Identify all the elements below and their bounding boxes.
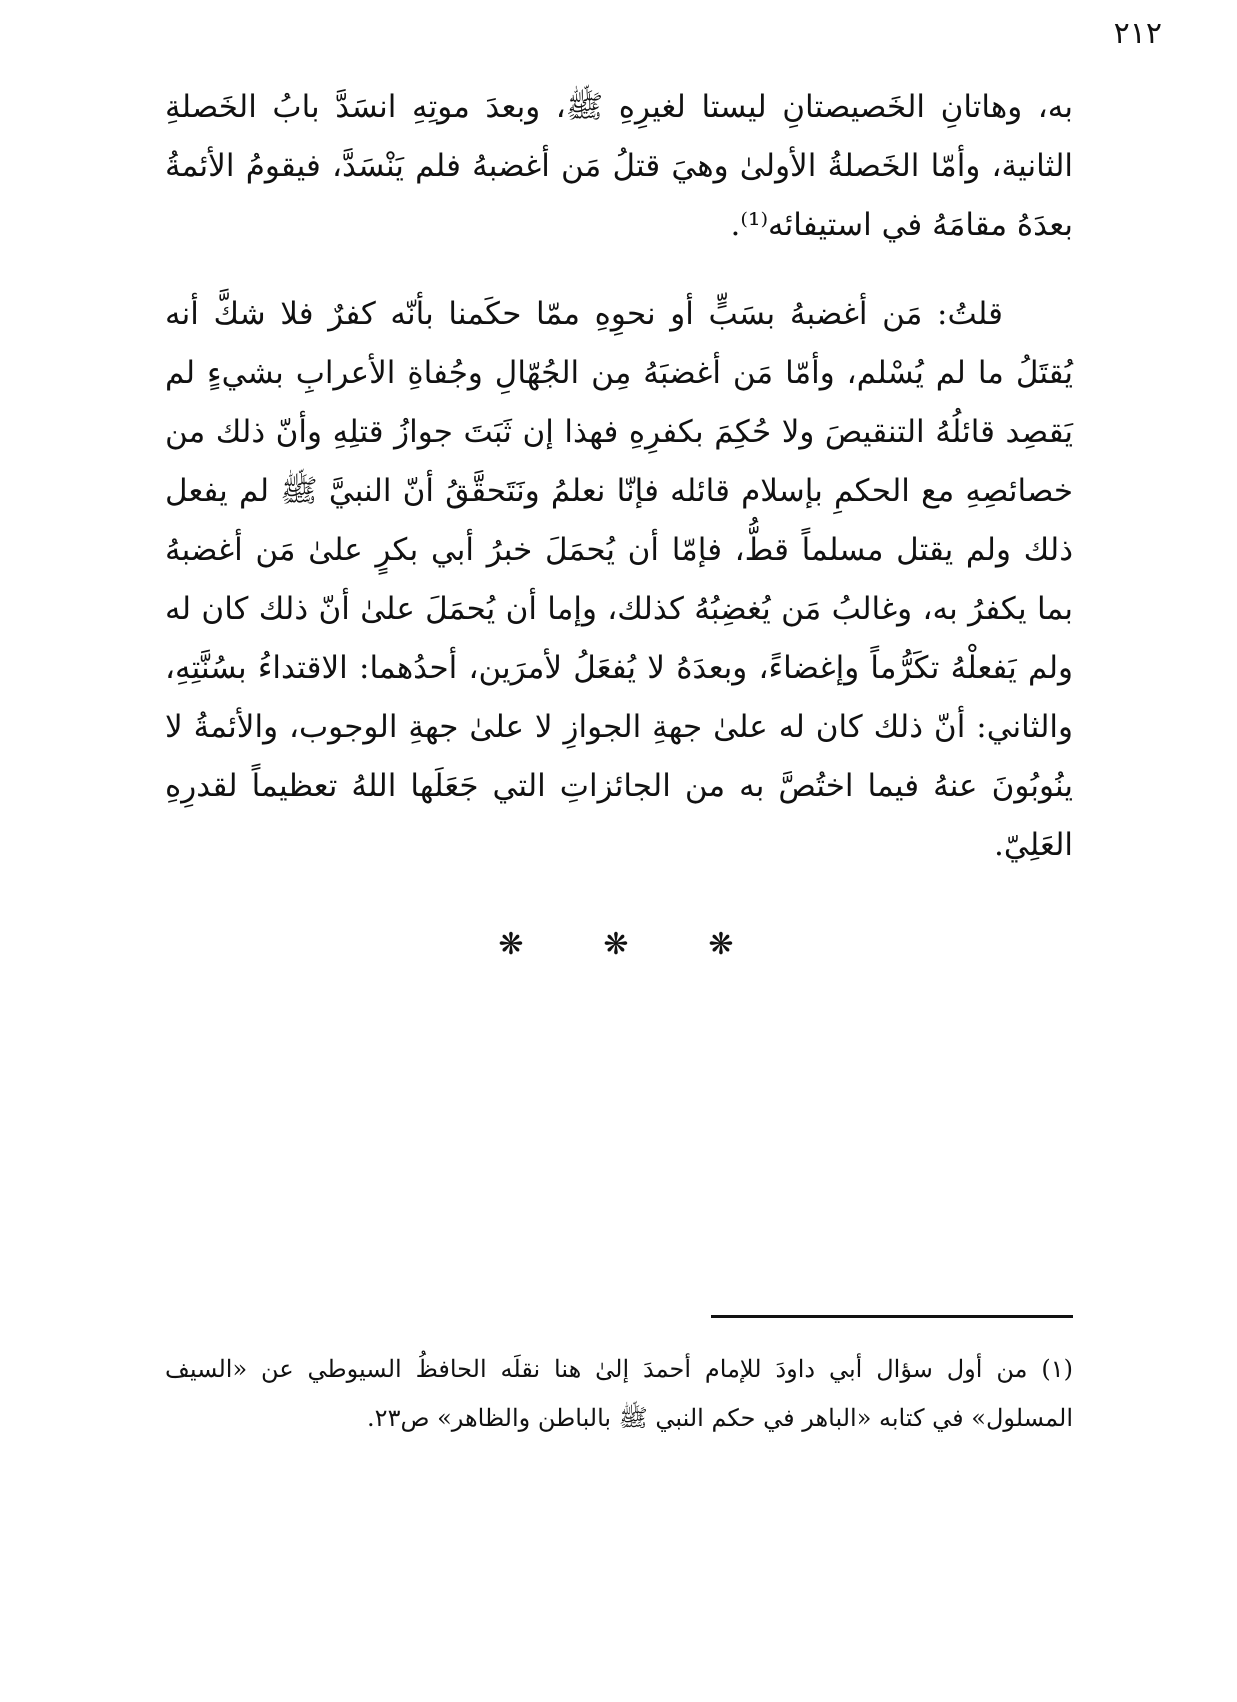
paragraph-1: به، وهاتانِ الخَصيصتانِ ليستا لغيرِهِ ﷺ، وبعدَ موتِهِ انسَدَّ بابُ الخَصلةِ الثانية، وأمّا الخَصلةُ الأولىٰ وهيَ قتلُ مَن أغضبهُ فلم يَنْسَدَّ، فيقومُ الأئمةُ بعدَهُ مقامَهُ في استيفائه⁽¹⁾. [165, 89, 1073, 243]
asterism-star-icon: ❋ [708, 927, 734, 962]
paragraph-2: قلتُ: مَن أغضبهُ بسَبٍّ أو نحوِهِ ممّا حكَمنا بأنّه كفرٌ فلا شكَّ أنه يُقتَلُ ما لم يُسْلم، وأمّا مَن أغضبَهُ مِن الجُهّالِ وجُفاةِ الأعرابِ بشيءٍ لم يَقصِد قائلُهُ التنقيصَ ولا حُكِمَ بكفرِهِ فهذا إن ثَبَتَ جوازُ قتلِهِ وأنّ ذلك من خصائصِهِ مع الحكمِ بإسلام قائله فإنّا نعلمُ ونَتَحقَّقُ أنّ النبيَّ ﷺ لم يفعل ذلك ولم يقتل مسلماً قطُّ، فإمّا أن يُحمَلَ خبرُ أبي بكرٍ علىٰ مَن أغضبهُ بما يكفرُ به، وغالبُ مَن يُغضِبُهُ كذلك، وإما أن يُحمَلَ علىٰ أنّ ذلك كان له ولم يَفعلْهُ تكَرُّماً وإغضاءً، وبعدَهُ لا يُفعَلُ لأمرَين، أحدُهما: الاقتداءُ بسُنَّتِهِ، والثاني: أنّ ذلك كان له علىٰ جهةِ الجوازِ لا علىٰ جهةِ الوجوب، والأئمةُ لا ينُوبُونَ عنهُ فيما اختُصَّ به من الجائزاتِ التي جَعَلَها اللهُ تعظيماً لقدرِهِ العَلِيّ. [165, 296, 1074, 863]
section-separator [0, 920, 1237, 970]
asterism-star-icon: ❋ [498, 927, 524, 962]
footnote-1: (١) من أول سؤال أبي داودَ للإمام أحمدَ إلىٰ هنا نقلَه الحافظُ السيوطي عن «السيف المسلول» في كتابه «الباهر في حكم النبي ﷺ بالباطن والظاهر» ص٢٣. [165, 1355, 1073, 1432]
main-text [165, 78, 1073, 875]
footnote-rule [711, 1315, 1073, 1318]
asterism-star-icon: ❋ [603, 927, 629, 962]
page-number: ٢١٢ [1113, 16, 1162, 51]
footnotes [165, 1345, 1073, 1443]
